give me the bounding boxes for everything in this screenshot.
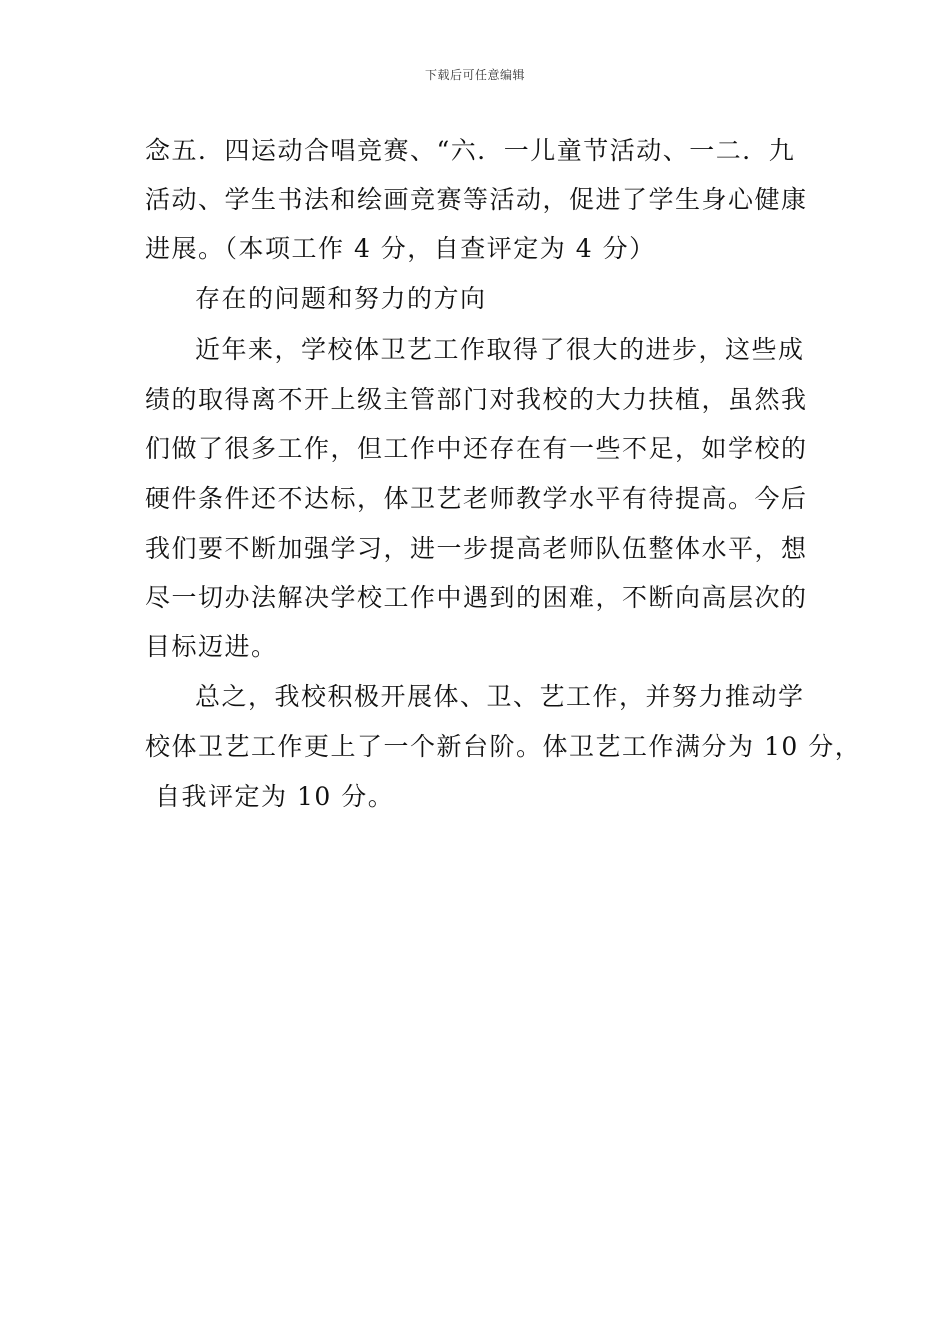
text-line: 尽一切办法解决学校工作中遇到的困难，不断向高层次的 bbox=[145, 583, 808, 612]
text-line: 目标迈进。 bbox=[145, 632, 278, 661]
text-line: 校体卫艺工作更上了一个新台阶。体卫艺工作满分为 10 分， bbox=[145, 732, 862, 761]
section-heading: 存在的问题和努力的方向 bbox=[195, 284, 487, 313]
text-line: 进展。（本项工作 4 分，自查评定为 4 分） bbox=[145, 234, 656, 263]
text-line: 自我评定为 10 分。 bbox=[155, 782, 395, 811]
text-line: 们做了很多工作，但工作中还存在有一些不足，如学校的 bbox=[145, 434, 808, 463]
text-line: 硬件条件还不达标，体卫艺老师教学水平有待提高。今后 bbox=[145, 484, 808, 513]
text-line: 活动、学生书法和绘画竞赛等活动，促进了学生身心健康 bbox=[145, 185, 808, 214]
text-line: 总之，我校积极开展体、卫、艺工作，并努力推动学 bbox=[195, 682, 805, 711]
page-header: 下载后可任意编辑 bbox=[424, 68, 525, 82]
text-line: 念五．四运动合唱竞赛、“六．一儿童节活动、一二．九 bbox=[145, 136, 796, 165]
text-line: 近年来，学校体卫艺工作取得了很大的进步，这些成 bbox=[195, 335, 805, 364]
text-line: 绩的取得离不开上级主管部门对我校的大力扶植，虽然我 bbox=[145, 385, 808, 414]
text-line: 我们要不断加强学习，进一步提高老师队伍整体水平，想 bbox=[145, 534, 808, 563]
